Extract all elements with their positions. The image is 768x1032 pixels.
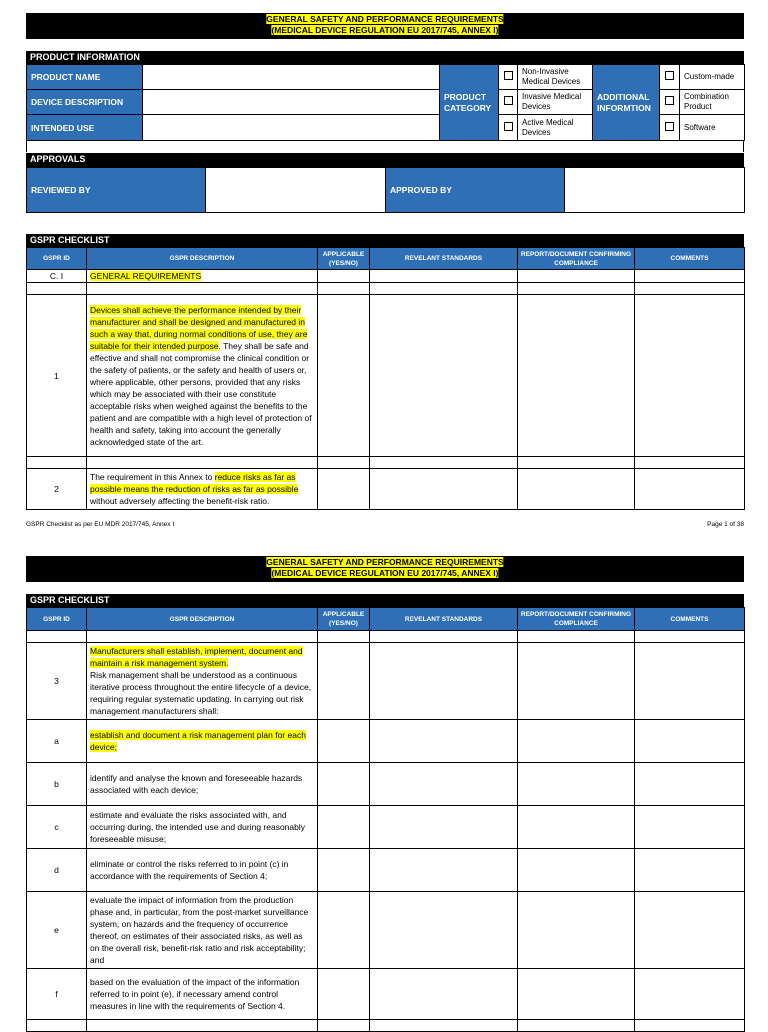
intended-use-field[interactable] — [143, 115, 440, 141]
comments-cell[interactable] — [635, 270, 745, 283]
applicable-cell[interactable] — [318, 969, 370, 1020]
row-description: based on the evaluation of the impact of the information referred to in point (e), if necessary amend control measures in line with the requirements of Section 4. — [87, 969, 318, 1020]
col-gspr-description: GSPR DESCRIPTION — [87, 608, 318, 631]
row-id: 1 — [27, 295, 87, 457]
approved-by-field[interactable] — [565, 168, 745, 213]
document-title — [266, 557, 503, 579]
col-standards: REVELANT STANDARDS — [370, 608, 518, 631]
active-option: Active Medical Devices — [518, 115, 593, 141]
standards-cell[interactable] — [370, 806, 518, 849]
document-title-bar — [26, 13, 744, 39]
applicable-cell[interactable] — [318, 892, 370, 969]
col-applicable: APPLICABLE (YES/NO) — [318, 608, 370, 631]
applicable-cell[interactable] — [318, 849, 370, 892]
standards-cell[interactable] — [370, 469, 518, 510]
standards-cell[interactable] — [370, 295, 518, 457]
standards-cell[interactable] — [370, 892, 518, 969]
applicable-cell[interactable] — [318, 469, 370, 510]
row-description: The requirement in this Annex to reduce risks as far as possible means the reduction of risks as far as possible without adversely affecting the benefit-risk ratio. — [87, 469, 318, 510]
section-name: GENERAL REQUIREMENTS — [90, 271, 202, 281]
gspr-checklist-header: GSPR CHECKLIST — [26, 234, 744, 247]
applicable-cell[interactable] — [318, 270, 370, 283]
table-row — [27, 295, 745, 457]
standards-cell[interactable] — [370, 643, 518, 720]
product-category-label: PRODUCT CATEGORY — [440, 65, 499, 141]
table-row — [27, 457, 745, 469]
document-title-bar — [26, 556, 744, 582]
report-cell[interactable] — [518, 643, 635, 720]
title-line-2: (MEDICAL DEVICE REGULATION EU 2017/745, ANNEX I) — [271, 568, 499, 578]
comments-cell[interactable] — [635, 892, 745, 969]
col-gspr-id: GSPR ID — [27, 248, 87, 270]
comments-cell[interactable] — [635, 643, 745, 720]
col-gspr-id: GSPR ID — [27, 608, 87, 631]
row-description: establish and document a risk management plan for each device; — [87, 720, 318, 763]
col-comments: COMMENTS — [635, 608, 745, 631]
table-row — [27, 806, 745, 849]
applicable-cell[interactable] — [318, 806, 370, 849]
row-description: identify and analyse the known and foreseeable hazards associated with each device; — [87, 763, 318, 806]
report-cell[interactable] — [518, 720, 635, 763]
custom-made-option: Custom-made — [680, 65, 745, 90]
comments-cell[interactable] — [635, 763, 745, 806]
additional-info-label: ADDITIONAL INFORMTION — [593, 65, 660, 141]
standards-cell[interactable] — [370, 720, 518, 763]
gspr-checklist-header: GSPR CHECKLIST — [26, 594, 744, 607]
applicable-cell[interactable] — [318, 763, 370, 806]
report-cell[interactable] — [518, 763, 635, 806]
combination-product-checkbox[interactable] — [660, 90, 680, 115]
standards-cell[interactable] — [370, 849, 518, 892]
gspr-table-page1 — [26, 247, 745, 510]
row-id: b — [27, 763, 87, 806]
device-description-field[interactable] — [143, 90, 440, 115]
report-cell[interactable] — [518, 270, 635, 283]
col-gspr-description: GSPR DESCRIPTION — [87, 248, 318, 270]
table-row — [27, 270, 745, 283]
invasive-checkbox[interactable] — [499, 90, 518, 115]
footer-left: GSPR Checklist as per EU MDR 2017/745, Annex I — [26, 521, 175, 528]
report-cell[interactable] — [518, 806, 635, 849]
software-checkbox[interactable] — [660, 115, 680, 141]
title-line-2: (MEDICAL DEVICE REGULATION EU 2017/745, ANNEX I) — [271, 25, 499, 35]
title-line-1: GENERAL SAFETY AND PERFORMANCE REQUIREMENTS — [266, 557, 504, 567]
product-info-table — [26, 64, 745, 141]
product-name-label: PRODUCT NAME — [27, 65, 143, 90]
non-invasive-checkbox[interactable] — [499, 65, 518, 90]
row-id: e — [27, 892, 87, 969]
footer-page-number: Page 1 of 38 — [707, 521, 744, 528]
table-row — [27, 969, 745, 1020]
gspr-table-page2 — [26, 607, 745, 1032]
active-checkbox[interactable] — [499, 115, 518, 141]
row-id: d — [27, 849, 87, 892]
comments-cell[interactable] — [635, 849, 745, 892]
product-name-field[interactable] — [143, 65, 440, 90]
title-line-1: GENERAL SAFETY AND PERFORMANCE REQUIREMENTS — [266, 14, 504, 24]
report-cell[interactable] — [518, 849, 635, 892]
invasive-option: Invasive Medical Devices — [518, 90, 593, 115]
report-cell[interactable] — [518, 469, 635, 510]
col-standards: REVELANT STANDARDS — [370, 248, 518, 270]
row-description: evaluate the impact of information from the production phase and, in particular, from the post-market surveillance system, on hazards and the frequency of occurrence thereof, on estimates of their associated risks, as well as on the overall risk, benefit-risk ratio and risk acceptability; and — [87, 892, 318, 969]
report-cell[interactable] — [518, 295, 635, 457]
applicable-cell[interactable] — [318, 643, 370, 720]
standards-cell[interactable] — [370, 270, 518, 283]
table-row — [27, 849, 745, 892]
applicable-cell[interactable] — [318, 295, 370, 457]
reviewed-by-label: REVIEWED BY — [27, 168, 206, 213]
col-applicable: APPLICABLE (YES/NO) — [318, 248, 370, 270]
applicable-cell[interactable] — [318, 720, 370, 763]
report-cell[interactable] — [518, 892, 635, 969]
table-row — [27, 892, 745, 969]
comments-cell[interactable] — [635, 806, 745, 849]
report-cell[interactable] — [518, 969, 635, 1020]
row-description: estimate and evaluate the risks associated with, and occurring during, the intended use and during reasonably foreseeable misuse; — [87, 806, 318, 849]
approved-by-label: APPROVED BY — [386, 168, 565, 213]
row-id: 3 — [27, 643, 87, 720]
custom-made-checkbox[interactable] — [660, 65, 680, 90]
table-row — [27, 720, 745, 763]
row-id: f — [27, 969, 87, 1020]
combination-product-option: Combination Product — [680, 90, 745, 115]
device-description-label: DEVICE DESCRIPTION — [27, 90, 143, 115]
table-row — [27, 631, 745, 643]
table-row — [27, 643, 745, 720]
comments-cell[interactable] — [635, 295, 745, 457]
table-row — [27, 1020, 745, 1032]
comments-cell[interactable] — [635, 469, 745, 510]
row-description: Devices shall achieve the performance intended by their manufacturer and shall be designed and manufactured in such a way that, during normal conditions of use, they are suitable for their intended purpose. They shall be safe and effective and shall not compromise the clinical condition or the safety of patients, or the safety and health of users or, where applicable, other persons, provided that any risks which may be associated with their use constitute acceptable risks when weighed against the benefits to the patient and are compatible with a high level of protection of health and safety, taking into account the generally acknowledged state of the art. — [87, 295, 318, 457]
reviewed-by-field[interactable] — [206, 168, 386, 213]
standards-cell[interactable] — [370, 969, 518, 1020]
row-id: c — [27, 806, 87, 849]
table-row — [27, 283, 745, 295]
table-row — [27, 469, 745, 510]
row-description: eliminate or control the risks referred to in point (c) in accordance with the requirements of Section 4; — [87, 849, 318, 892]
software-option: Software — [680, 115, 745, 141]
row-id: 2 — [27, 469, 87, 510]
section-id: C. I — [27, 270, 87, 283]
col-report: REPORT/DOCUMENT CONFIRMING COMPLIANCE — [518, 248, 635, 270]
approvals-table — [26, 167, 745, 213]
document-title — [266, 14, 503, 36]
comments-cell[interactable] — [635, 720, 745, 763]
row-id: a — [27, 720, 87, 763]
col-report: REPORT/DOCUMENT CONFIRMING COMPLIANCE — [518, 608, 635, 631]
spacer-row — [26, 140, 744, 152]
non-invasive-option: Non-Invasive Medical Devices — [518, 65, 593, 90]
standards-cell[interactable] — [370, 763, 518, 806]
intended-use-label: INTENDED USE — [27, 115, 143, 141]
comments-cell[interactable] — [635, 969, 745, 1020]
table-row — [27, 763, 745, 806]
product-info-header: PRODUCT INFORMATION — [26, 51, 744, 64]
approvals-header: APPROVALS — [26, 153, 744, 167]
col-comments: COMMENTS — [635, 248, 745, 270]
row-description: Manufacturers shall establish, implement, document and maintain a risk management system. Risk management shall be understood as a continuous iterative process throughout the entire lifecycle of a device, requiring regular systematic updating. In carrying out risk management manufacturers shall: — [87, 643, 318, 720]
